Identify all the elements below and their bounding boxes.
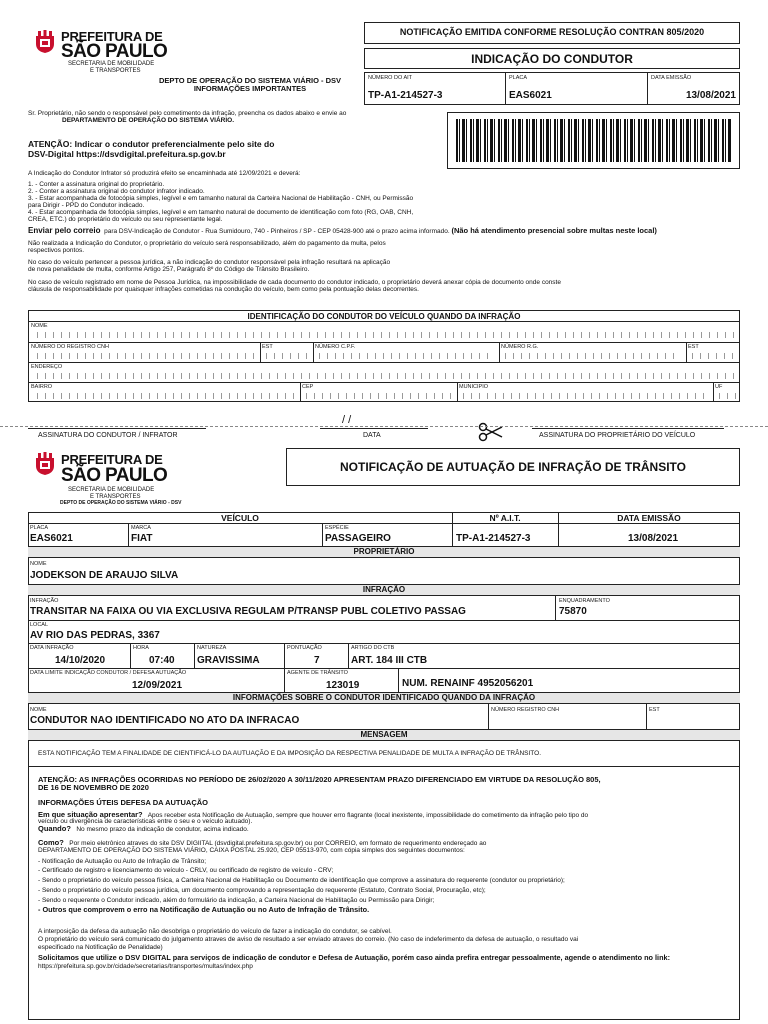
d5: - Sendo o requerente o Condutor indicado, além do formulário da indicação, a Carteira Nacional de Habilitação ou Permissão para Dirigir; (38, 897, 435, 904)
form-title: INDICAÇÃO DO CONDUTOR (471, 52, 633, 66)
prop-nome-label: NOME (30, 561, 47, 567)
dept-line2: INFORMAÇÕES IMPORTANTES (193, 84, 307, 93)
q3: Como? (38, 838, 64, 847)
cond-nome-label: NOME (30, 707, 47, 713)
f2a: O proprietário do veículo será comunicado do julgamento atraves de aviso de resultado a ser enviado atraves do correio. (No caso de indeferimento da defesa de autuação, o resultado vai (38, 936, 579, 943)
proprietario-header: PROPRIETÁRIO (28, 546, 740, 558)
dept-title (150, 77, 350, 93)
notice-title: NOTIFICAÇÃO DE AUTUAÇÃO DE INFRAÇÃO DE TRÂNSITO (340, 460, 686, 474)
cep-field[interactable] (306, 393, 452, 399)
infracao: TRANSITAR NA FAIXA OU VIA EXCLUSIVA REGULAM P/TRANSP PUBL COLETIVO PASSAG (30, 606, 466, 617)
p2a: No caso do veículo pertencer a pessoa jurídica, a não indicação do condutor responsável pela infração resultará na aplicação (28, 259, 391, 266)
label-nome: NOME (31, 323, 48, 329)
local-label: LOCAL (30, 622, 49, 628)
enquadramento-label: ENQUADRAMENTO (559, 598, 610, 604)
pontuacao-label: PONTUAÇÃO (287, 645, 322, 651)
hora: 07:40 (149, 655, 175, 666)
hora-label: HORA (133, 645, 149, 651)
rules-intro: A Indicação do Condutor Infrator só produzirá efeito se encaminhada até 12/09/2021 e deverá: (28, 170, 301, 177)
label-rg: NÚMERO R.G. (501, 344, 539, 350)
f3: Solicitamos que utilize o DSV DIGITAL para serviços de indicação de condutor e Defesa de Autuação, porém caso ainda prefira entregar pessoalmente, agende o atendimento no link: (38, 953, 671, 962)
renainf: NUM. RENAINF 4952056201 (402, 678, 534, 689)
a2: No mesmo prazo da indicação de condutor, acima indicado. (76, 826, 249, 833)
logo-line2: SÃO PAULO (61, 41, 168, 62)
attention-block (28, 139, 274, 159)
rule3b: para Dirigir - PPD do Condutor indicado. (28, 202, 145, 209)
label-uf: UF (715, 384, 723, 390)
q2: Quando? (38, 824, 71, 833)
uf-field[interactable] (719, 393, 737, 399)
label-municipio: MUNICIPIO (459, 384, 489, 390)
a3a: Por meio eletrônico atraves do site DSV DIGIITAL (dsvdigital.prefeitura.sp.gov.br) ou por CORREIO, em formato de requerimento endereçado ao (69, 840, 487, 847)
label-bairro: BAIRRO (31, 384, 53, 390)
sig-driver-line[interactable] (28, 428, 206, 429)
data-infracao: 14/10/2020 (55, 655, 106, 666)
notice-logo-line2: SÃO PAULO (61, 465, 168, 486)
pontuacao: 7 (314, 655, 320, 666)
atencao-block (38, 776, 601, 792)
sig-date-line[interactable] (320, 428, 428, 429)
p2b: de nova penalidade de multa, conforme Artigo 257, Parágrafo 8º do Código de Trânsito Brasileiro. (28, 266, 310, 273)
data-label: DATA EMISSÃO (651, 75, 692, 81)
veiculo-header: VEÍCULO (221, 513, 259, 523)
municipio-field[interactable] (463, 393, 708, 399)
rule2: 2. - Conter a assinatura original do condutor infrator indicado. (28, 188, 205, 195)
sig-owner-label: ASSINATURA DO PROPRIETÁRIO DO VEÍCULO (539, 432, 696, 439)
data-header: DATA EMISSÃO (617, 513, 681, 523)
logo-sub2: E TRANSPORTES (90, 68, 141, 74)
sig-date-label: DATA (363, 432, 381, 439)
scissors-icon (478, 421, 504, 443)
cpf-field[interactable] (319, 353, 495, 359)
d2: - Certificado de registro e licenciamento do veículo - CRLV, ou certificado de registro de veículo - CRV; (38, 867, 334, 874)
notice-placa-label: PLACA (30, 525, 49, 531)
agente-label: AGENTE DE TRÂNSITO (287, 670, 348, 676)
send-note: (Não há atendimento presencial sobre multas neste local) (451, 226, 657, 235)
ait-label: NÚMERO DO AIT (368, 75, 413, 81)
uteis: INFORMAÇÕES ÚTEIS DEFESA DA AUTUAÇÃO (38, 798, 209, 807)
notice-title-box (286, 448, 740, 486)
barcode (456, 119, 731, 162)
endereco-field[interactable] (37, 373, 737, 379)
label-cep: CEP (302, 384, 314, 390)
driver-form-title: IDENTIFICAÇÃO DO CONDUTOR DO VEÍCULO QUANDO DA INFRAÇÃO (247, 312, 521, 321)
logo-sub1: SECRETARIA DE MOBILIDADE (68, 61, 155, 67)
d6: - Outros que comprovem o erro na Notificação de Autuação ou no Auto de Infração de Trânsito. (38, 905, 370, 914)
agente: 123019 (326, 680, 360, 691)
notice-logo-sub1: SECRETARIA DE MOBILIDADE (68, 487, 155, 493)
ait-summary-box (364, 72, 740, 105)
enquadramento: 75870 (559, 606, 587, 617)
mensagem-header: MENSAGEM (28, 729, 740, 741)
rule1: 1. - Conter a assinatura original do proprietário. (28, 181, 165, 188)
label-cpf: NÚMERO C.P.F. (315, 344, 356, 350)
limite: 12/09/2021 (132, 680, 183, 691)
est2-field[interactable] (692, 353, 734, 359)
p3a: No caso de veículo registrado em nome de Pessoa Jurídica, na impossibilidade de cada documento do condutor indicado, o proprietário deverá anexar cópia de documento onde conste (28, 279, 561, 286)
send-text: para DSV-Indicação de Condutor - Rua Sumidouro, 740 - Pinheiros / SP - CEP 05428-900 até o prazo acima informado. (104, 228, 450, 235)
infracao-label: INFRAÇÃO (30, 598, 59, 604)
form-title-box (364, 48, 740, 69)
prop-nome: JODEKSON DE ARAUJO SILVA (30, 570, 179, 581)
especie-label: ESPÉCIE (325, 525, 349, 531)
cnh-field[interactable] (37, 353, 255, 359)
f2b: especificado na Notificação de Penalidade) (38, 944, 163, 951)
driver-form (28, 310, 740, 402)
logo-line1: PREFEITURA DE (61, 29, 163, 44)
notice-placa: EAS6021 (30, 533, 73, 544)
a1a: Apos receber esta Notificação de Autuação, sempre que houver erro flagrante (local inexistente, impossibilidade do cometimento da infração pelo tipo do (147, 812, 589, 819)
natureza-label: NATUREZA (197, 645, 227, 651)
cut-line (0, 426, 768, 427)
date-slashes: / / (342, 414, 352, 426)
natureza: GRAVISSIMA (197, 655, 260, 666)
atencao2: DE 16 DE NOVEMBRO DE 2020 (38, 783, 149, 792)
a3b: DEPARTAMENTO DE OPERAÇÃO DO SISTEMA VIÁRIO, CAIXA POSTAL 25.920, CEP 05513-970, com cópia simples dos seguintes documentos: (38, 847, 465, 854)
marca-label: MARCA (131, 525, 151, 531)
barcode-box (447, 112, 740, 169)
notice-logo-sub3: DEPTO DE OPERAÇÃO DO SISTEMA VIÁRIO - DSV (60, 500, 182, 506)
local: AV RIO DAS PEDRAS, 3367 (30, 630, 160, 641)
cond-header: INFORMAÇÕES SOBRE O CONDUTOR IDENTIFICADO QUANDO DA INFRAÇÃO (28, 692, 740, 704)
notice-header: NOTIFICAÇÃO EMITIDA CONFORME RESOLUÇÃO CONTRAN 805/2020 (399, 27, 705, 37)
q2-line (38, 825, 249, 833)
nome-field[interactable] (37, 332, 737, 338)
rule4b: CREA, ETC.) do proprietário do veículo ou seu representante legal. (28, 216, 223, 223)
notice-data-emissao: 13/08/2021 (628, 533, 679, 544)
cond-est-label: EST (649, 707, 660, 713)
f1: A interposição da defesa da autuação não desobriga o proprietário do veículo de fazer a indicação do condutor, se cabível. (38, 928, 392, 935)
send-label: Enviar pelo correio (28, 226, 101, 235)
ait-header: Nº A.I.T. (489, 513, 521, 523)
est-field[interactable] (266, 353, 308, 359)
notice-logo-sub2: E TRANSPORTES (90, 494, 141, 500)
attention-label: ATENÇÃO: (28, 139, 73, 149)
rule4a: 4. - Estar acompanhada de fotocópia simples, legível e em tamanho natural de documento de identificação com foto (RG, OAB, CNH, (28, 209, 414, 216)
notice-ait: TP-A1-214527-3 (456, 533, 531, 544)
dept-line1: DEPTO DE OPERAÇÃO DO SISTEMA VIÁRIO - DSV (158, 76, 342, 85)
rule3a: 3. - Estar acompanhada de fotocópia simples, legível e em tamanho natural da Carteira Nacional de Habilitação - CNH, ou Permissão (28, 195, 414, 202)
intro1: Sr. Proprietário, não sendo o responsável pelo cometimento da infração, preencha os dados abaixo e envie ao (28, 110, 347, 117)
f4[interactable]: https://prefeitura.sp.gov.br/cidade/secretarias/transportes/multas/index.php (38, 963, 253, 970)
p3b: cláusula de responsabilidade por quaisquer infrações cometidas na condução do veículo, bem como pela pontuação delas decorrentes. (28, 286, 419, 293)
data-infracao-label: DATA INFRAÇÃO (30, 645, 74, 651)
attention-site[interactable]: DSV-Digital https://dsvdigital.prefeitura.sp.gov.br (28, 149, 226, 159)
d4: - Sendo o proprietário do veículo pessoa jurídica, um documento comprovando a representação do requerente (Estatuto, Contrato Social, Procuração, etc); (38, 887, 486, 894)
notice-header-box (364, 22, 740, 44)
mensagem: ESTA NOTIFICAÇÃO TEM A FINALIDADE DE CIENTIFICÁ-LO DA AUTUAÇÃO E DA IMPOSIÇÃO DA RESPECTIVA PENALIDADE DE MULTA A INFRAÇÃO DE TRÂNSITO. (38, 750, 542, 757)
artigo: ART. 184 III CTB (351, 655, 428, 666)
q1: Em que situação apresentar? (38, 810, 143, 819)
attention-text: Indicar o condutor preferencialmente pelo site do (74, 139, 275, 149)
sig-driver-label: ASSINATURA DO CONDUTOR / INFRATOR (38, 432, 178, 439)
d3: - Sendo o proprietário do veículo pessoa física, a Carteira Nacional de Habilitação ou Documento de identificação que comprove a assinatura do requerente (condutor ou proprietário); (38, 877, 565, 884)
city-crest-icon (34, 452, 56, 476)
especie: PASSAGEIRO (325, 533, 391, 544)
notice-logo-line1: PREFEITURA DE (61, 452, 163, 467)
cond-nome: CONDUTOR NAO IDENTIFICADO NO ATO DA INFRACAO (30, 715, 300, 726)
label-cnh: NÚMERO DO REGISTRO CNH (31, 344, 109, 350)
label-est: EST (262, 344, 273, 350)
data-value: 13/08/2021 (685, 90, 736, 101)
marca: FIAT (131, 533, 153, 544)
artigo-label: ARTIGO DO CTB (351, 645, 395, 651)
d1: - Notificação de Autuação ou Auto de Infração de Trânsito; (38, 858, 207, 865)
infracao-header: INFRAÇÃO (28, 584, 740, 596)
bairro-field[interactable] (37, 393, 295, 399)
atencao1: ATENÇÃO: AS INFRAÇÕES OCORRIDAS NO PERÍODO DE 26/02/2020 A 30/11/2020 APRESENTAM PRAZO DIFERENCIADO EM VIRTUDE DA RESOLUÇÃO 805, (38, 775, 601, 784)
ait-value: TP-A1-214527-3 (368, 90, 443, 101)
city-crest-icon (34, 30, 56, 54)
p1a: Não realizada a Indicação do Condutor, o proprietário do veículo será responsabilizado, além do pagamento da multa, pelos (28, 240, 386, 247)
a1b: veículo ou divergência de características entre o seu e o veículo autuado). (38, 818, 253, 825)
cond-cnh-label: NÚMERO REGISTRO CNH (491, 707, 560, 713)
label-est2: EST (688, 344, 699, 350)
label-endereco: ENDEREÇO (31, 364, 63, 370)
p1b: respectivos pontos. (28, 247, 85, 254)
placa-label: PLACA (509, 75, 528, 81)
rg-field[interactable] (505, 353, 681, 359)
intro2: DEPARTAMENTO DE OPERAÇÃO DO SISTEMA VIÁRIO. (62, 117, 235, 124)
sig-owner-line[interactable] (532, 428, 724, 429)
placa-value: EAS6021 (509, 90, 552, 101)
send-line (28, 226, 657, 236)
limite-label: DATA LIMITE INDICAÇÃO CONDUTOR / DEFESA AUTUAÇÃO (30, 670, 187, 676)
